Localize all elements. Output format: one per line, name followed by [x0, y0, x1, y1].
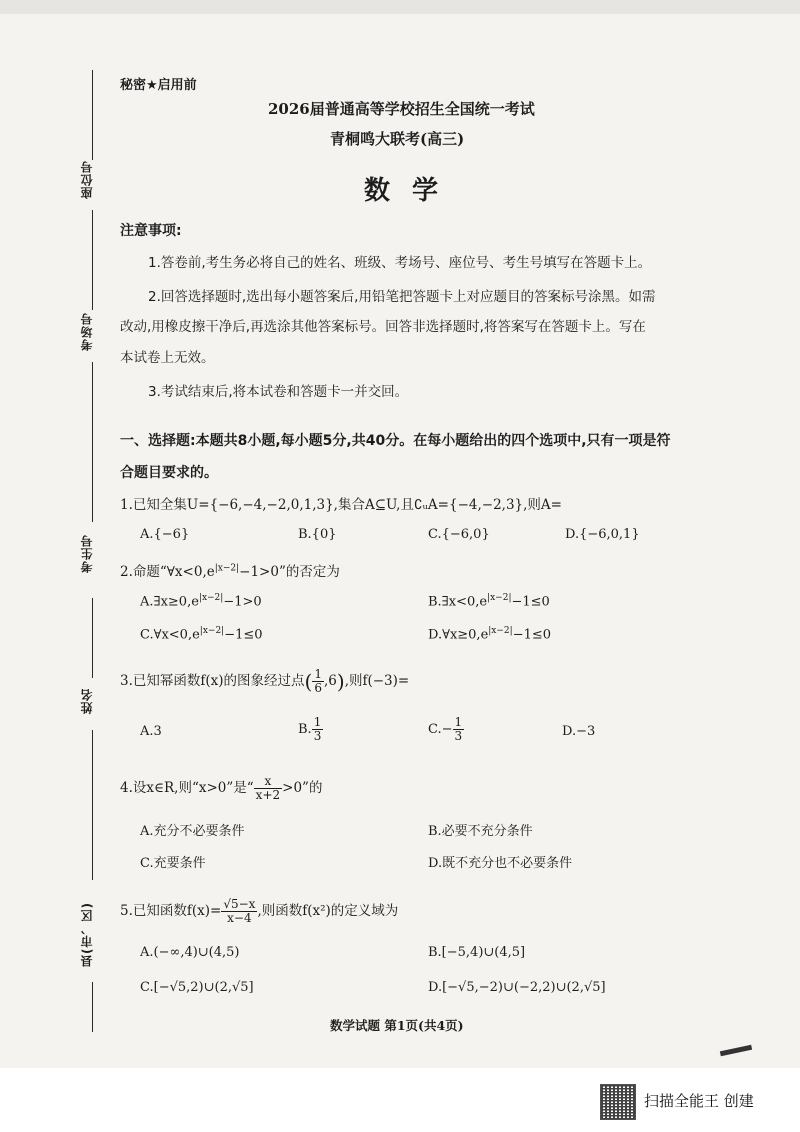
- question-4-option-a: A.充分不必要条件: [140, 824, 245, 839]
- exam-title: 2026届普通高等学校招生全国统一考试: [268, 100, 535, 118]
- binding-line-4: [92, 598, 93, 678]
- question-2-option-d: [428, 626, 551, 642]
- question-5-option-c: C.[−√5,2)∪(2,√5]: [140, 980, 254, 995]
- binding-line-3: [92, 362, 93, 522]
- name-label: 姓名: [80, 688, 94, 714]
- question-4-option-c: C.充要条件: [140, 856, 206, 871]
- q4-fraction: [254, 775, 282, 802]
- confidential-mark: 秘密★启用前: [120, 78, 197, 93]
- q4-text-b: >0”的: [282, 780, 323, 797]
- q5-fraction: [221, 898, 257, 925]
- q2a-exp: |x−2|: [198, 593, 224, 603]
- seat-number-label: 座位号: [80, 160, 94, 199]
- page-footer: 数学试题 第1页(共4页): [330, 1018, 464, 1033]
- question-1-stem: 1.已知全集U={−6,−4,−2,0,1,3},集合A⊆U,且∁ᵤA={−4,−2,3},则A=: [120, 497, 562, 513]
- q2b-rest: −1≤0: [511, 594, 550, 610]
- question-1-option-d: D.{−6,0,1}: [565, 527, 640, 542]
- q3-point-num: 1: [314, 667, 322, 681]
- q5-text-b: ,则函数f(x²)的定义域为: [257, 903, 399, 920]
- notice-item-2-cont2: 本试卷上无效。: [120, 350, 215, 366]
- q3b-den: 3: [313, 729, 322, 744]
- question-1-option-c: C.{−6,0}: [428, 527, 490, 542]
- q3c-fraction: [453, 716, 465, 743]
- q4-num: x: [254, 775, 282, 789]
- pen-mark: [720, 1045, 752, 1057]
- q2d-exp: |x−2|: [488, 626, 513, 636]
- binding-line-5: [92, 730, 93, 880]
- question-1-option-b: B.{0}: [298, 527, 337, 542]
- notice-item-2-cont: 改动,用橡皮擦干净后,再选涂其他答案标号。回答非选择题时,将答案写在答题卡上。写在: [120, 319, 646, 335]
- notice-item-1: 1.答卷前,考生务必将自己的姓名、班级、考场号、座位号、考生号填写在答题卡上。: [148, 255, 652, 271]
- question-2-stem: [120, 560, 340, 580]
- q5-text-a: 5.已知函数f(x)=: [120, 903, 222, 920]
- q3b-fraction: [312, 716, 324, 743]
- q3-point-rest: ,6: [323, 673, 337, 690]
- q3b-num: 1: [313, 715, 322, 729]
- county-label: 县(市、区): [80, 902, 94, 967]
- q3b-label: B.: [298, 722, 312, 738]
- q3-rparen: ): [336, 669, 345, 694]
- scan-top-edge: [0, 0, 800, 14]
- question-3-option-d: D.−3: [562, 724, 596, 739]
- student-number-label: 考生号: [80, 534, 94, 573]
- question-4-stem: [120, 775, 322, 802]
- question-4-option-b: B.必要不充分条件: [428, 824, 533, 839]
- subject-title: 数学: [364, 176, 461, 206]
- q3c-label: C.−: [428, 722, 453, 738]
- q2b-exp: |x−2|: [487, 593, 512, 603]
- scanner-badge: [600, 1084, 790, 1118]
- q2c-exp: |x−2|: [199, 626, 225, 636]
- q3-lparen: (: [304, 669, 313, 694]
- q3-point-fraction: [312, 668, 324, 695]
- q3-text-a: 3.已知幂函数f(x)的图象经过点: [120, 673, 305, 690]
- binding-line-2: [92, 210, 93, 310]
- question-3-option-c: [428, 716, 464, 743]
- q2c-text: C.∀x<0,e: [140, 627, 200, 643]
- q5-den: x−4: [227, 911, 252, 926]
- question-5-stem: [120, 898, 398, 925]
- question-3-option-b: [298, 716, 323, 743]
- q3-point-den: 6: [314, 681, 322, 696]
- notice-item-3: 3.考试结束后,将本试卷和答题卡一并交回。: [148, 384, 409, 400]
- exam-room-label: 考场号: [80, 312, 94, 351]
- question-3-option-a: A.3: [140, 724, 162, 739]
- question-5-option-d: D.[−√5,−2)∪(−2,2)∪(2,√5]: [428, 980, 606, 995]
- question-2-stem-b: −1>0”的否定为: [239, 564, 340, 580]
- notice-heading: 注意事项:: [120, 223, 182, 239]
- q3c-den: 3: [454, 729, 463, 744]
- q2d-text: D.∀x≥0,e: [428, 627, 489, 643]
- section-heading-cont: 合题目要求的。: [120, 465, 218, 481]
- q3c-num: 1: [454, 715, 463, 729]
- q2d-rest: −1≤0: [512, 627, 552, 643]
- question-2-option-c: [140, 626, 263, 642]
- question-5-option-a: A.(−∞,4)∪(4,5): [140, 945, 240, 960]
- q2c-rest: −1≤0: [224, 627, 263, 643]
- q3-text-b: ,则f(−3)=: [344, 673, 410, 690]
- question-2-option-b: [428, 593, 550, 609]
- q2a-rest: −1>0: [223, 594, 262, 610]
- question-2-stem-exp: |x−2|: [214, 563, 240, 574]
- question-2-stem-a: 2.命题“∀x<0,e: [120, 564, 215, 580]
- notice-item-2: 2.回答选择题时,选出每小题答案后,用铅笔把答题卡上对应题目的答案标号涂黑。如需: [148, 289, 656, 305]
- q4-den: x+2: [255, 788, 281, 803]
- question-1-option-a: A.{−6}: [140, 527, 190, 542]
- q5-num: √5−x: [223, 897, 256, 911]
- binding-line-1: [92, 70, 93, 160]
- q4-text-a: 4.设x∈R,则“x>0”是“: [120, 780, 254, 797]
- question-2-option-a: [140, 593, 262, 609]
- q2b-text: B.∃x<0,e: [428, 594, 488, 610]
- section-heading: 一、选择题:本题共8小题,每小题5分,共40分。在每小题给出的四个选项中,只有一项是符: [120, 433, 671, 449]
- qr-code-icon: [600, 1084, 636, 1120]
- binding-line-6: [92, 982, 93, 1032]
- exam-subtitle: 青桐鸣大联考(高三): [330, 130, 465, 148]
- question-5-option-b: B.[−5,4)∪(4,5]: [428, 945, 526, 960]
- question-3-stem: [120, 668, 409, 695]
- q2a-text: A.∃x≥0,e: [140, 594, 199, 610]
- question-4-option-d: D.既不充分也不必要条件: [428, 856, 573, 871]
- scanner-watermark-text: 扫描全能王 创建: [644, 1092, 754, 1110]
